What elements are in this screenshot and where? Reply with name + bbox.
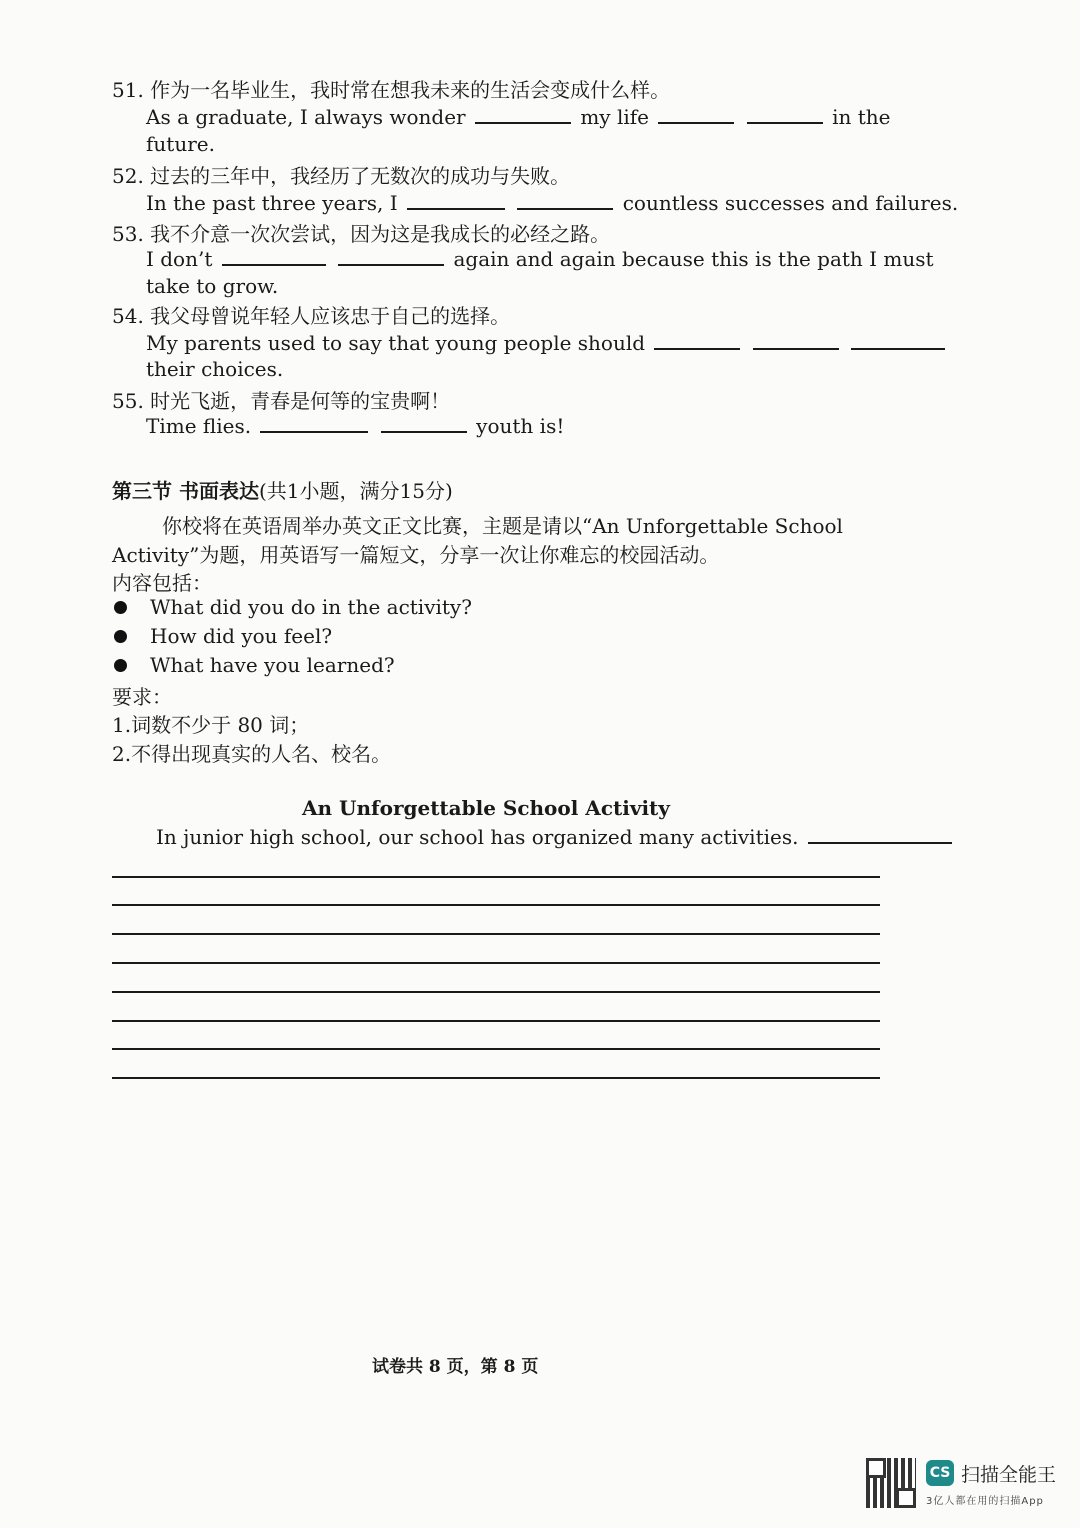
- q54-text-a: My parents used to say that young people should: [146, 331, 646, 355]
- q55-text-b: youth is!: [476, 414, 565, 438]
- q51-chinese: 作为一名毕业生，我时常在想我未来的生活会变成什么样。: [150, 78, 671, 102]
- writing-line-3[interactable]: [112, 933, 880, 935]
- writing-line-5[interactable]: [112, 991, 880, 993]
- q52-line-en: [146, 190, 958, 215]
- page-footer: 试卷共 8 页，第 8 页: [372, 1357, 539, 1377]
- essay-blank-first-line[interactable]: [808, 824, 952, 844]
- q54-text-b: their choices.: [146, 357, 284, 381]
- q52-text-b: countless successes and failures.: [622, 191, 959, 215]
- q54-line-en: [146, 330, 948, 355]
- q54-blank-1[interactable]: [654, 330, 740, 350]
- q53-line-en: [146, 246, 934, 271]
- q51-blank-3[interactable]: [747, 104, 823, 124]
- q51-blank-2[interactable]: [658, 104, 734, 124]
- bullet-dot-icon: [114, 659, 127, 672]
- section3-content-label: 内容包括：: [112, 571, 212, 595]
- qr-code-icon: [866, 1458, 916, 1508]
- essay-title: An Unforgettable School Activity: [302, 796, 670, 820]
- q51-text-b: my life: [580, 105, 649, 129]
- q53-line-cn: [112, 218, 610, 247]
- q53-blank-1[interactable]: [222, 246, 326, 266]
- q55-blank-1[interactable]: [260, 413, 368, 433]
- q52-chinese: 过去的三年中，我经历了无数次的成功与失败。: [150, 164, 571, 188]
- q54-blank-2[interactable]: [753, 330, 839, 350]
- writing-line-2[interactable]: [112, 904, 880, 906]
- q55-number: 55.: [112, 389, 144, 413]
- q51-number: 51.: [112, 78, 144, 102]
- q55-text-a: Time flies.: [146, 414, 252, 438]
- q54-blank-3[interactable]: [851, 330, 945, 350]
- writing-line-1[interactable]: [112, 876, 880, 878]
- q55-chinese: 时光飞逝，青春是何等的宝贵啊！: [150, 389, 451, 413]
- q53-blank-2[interactable]: [338, 246, 444, 266]
- camscanner-logo: CS: [926, 1460, 954, 1486]
- bullet-item-3: What have you learned?: [150, 653, 395, 677]
- essay-opening-line: [156, 824, 955, 849]
- q51-blank-1[interactable]: [475, 104, 571, 124]
- q51-line-cn: [112, 74, 670, 103]
- q51-text-c: in the: [832, 105, 891, 129]
- requirement-2: 2.不得出现真实的人名、校名。: [112, 742, 392, 766]
- section3-prompt-line2: Activity”为题，用英语写一篇短文，分享一次让你难忘的校园活动。: [112, 543, 720, 567]
- section3-score: (共1小题，满分15分): [258, 479, 453, 503]
- q53-text-b: again and again because this is the path I must: [453, 247, 934, 271]
- q55-line-en: [146, 413, 564, 438]
- bullet-dot-icon: [114, 601, 127, 614]
- q55-line-cn: [112, 385, 450, 414]
- q53-text-c: take to grow.: [146, 274, 279, 298]
- bullet-dot-icon: [114, 630, 127, 643]
- q54-number: 54.: [112, 304, 144, 328]
- q53-text-a: I don’t: [146, 247, 213, 271]
- requirements-label: 要求：: [112, 685, 172, 709]
- section3-title: 第三节 书面表达: [112, 479, 259, 503]
- q52-blank-2[interactable]: [517, 190, 613, 210]
- section3-prompt-line1: 你校将在英语周举办英文正文比赛，主题是请以“An Unforgettable School: [162, 514, 843, 538]
- bullet-item-1: What did you do in the activity?: [150, 595, 472, 619]
- q52-line-cn: [112, 160, 570, 189]
- writing-line-6[interactable]: [112, 1020, 880, 1022]
- writing-line-4[interactable]: [112, 962, 880, 964]
- writing-line-8[interactable]: [112, 1077, 880, 1079]
- writing-line-7[interactable]: [112, 1048, 880, 1050]
- q52-blank-1[interactable]: [407, 190, 505, 210]
- q51-text-d: future.: [146, 132, 215, 156]
- q51-text-a: As a graduate, I always wonder: [146, 105, 466, 129]
- q54-line-cn: [112, 300, 510, 329]
- q52-number: 52.: [112, 164, 144, 188]
- q51-line-en: [146, 104, 890, 129]
- requirement-1: 1.词数不少于 80 词；: [112, 713, 310, 737]
- q55-blank-2[interactable]: [381, 413, 467, 433]
- q53-number: 53.: [112, 222, 144, 246]
- watermark-tagline: 3亿人都在用的扫描App: [926, 1496, 1044, 1507]
- section3-heading: [112, 475, 453, 504]
- bullet-item-2: How did you feel?: [150, 624, 333, 648]
- q53-chinese: 我不介意一次次尝试，因为这是我成长的必经之路。: [150, 222, 611, 246]
- watermark-brand: 扫描全能王: [961, 1464, 1057, 1486]
- essay-opening: In junior high school, our school has organized many activities.: [156, 825, 799, 849]
- q52-text-a: In the past three years, I: [146, 191, 398, 215]
- q54-chinese: 我父母曾说年轻人应该忠于自己的选择。: [150, 304, 511, 328]
